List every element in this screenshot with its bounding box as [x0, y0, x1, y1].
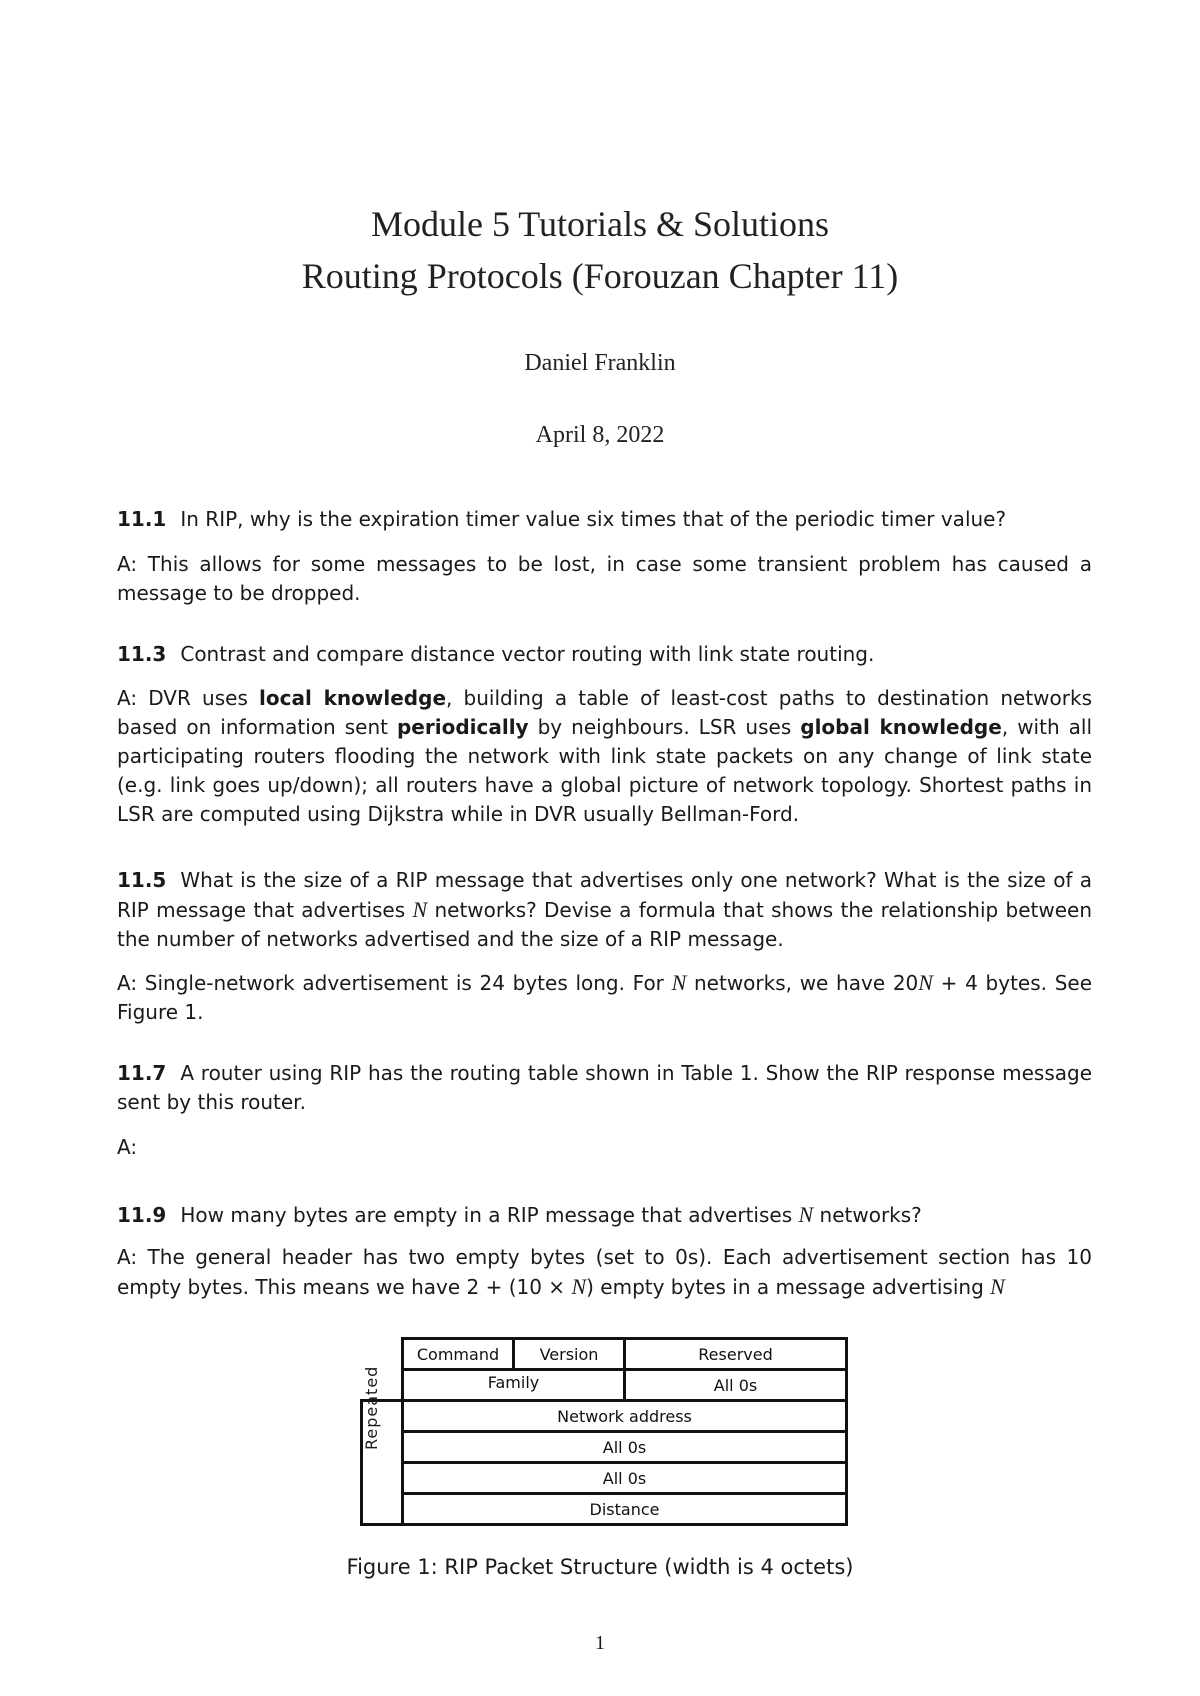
repeated-label: Repeated: [362, 1365, 381, 1450]
field-distance: Distance: [589, 1499, 660, 1519]
answer-bold: periodically: [396, 715, 529, 739]
question-text: In RIP, why is the expiration timer value six times that of the periodic timer value?: [180, 507, 1007, 531]
question-number: 11.3: [117, 642, 167, 666]
page-number: 1: [595, 1632, 605, 1654]
question-11-1: [117, 505, 1092, 534]
math-n: N: [412, 897, 428, 922]
field-reserved: Reserved: [698, 1344, 773, 1364]
question-number: 11.1: [117, 507, 167, 531]
title-line-1: Module 5 Tutorials & Solutions: [370, 204, 830, 244]
question-number: 11.7: [117, 1061, 167, 1085]
answer-11-9: [117, 1243, 1092, 1302]
question-11-5: [117, 866, 1092, 954]
question-11-3: [117, 640, 1092, 669]
question-number: 11.9: [117, 1203, 167, 1227]
answer-bold: local knowledge: [259, 686, 447, 710]
question-text: Contrast and compare distance vector routing with link state routing.: [180, 642, 875, 666]
question-text: networks?: [813, 1203, 922, 1227]
question-text: A router using RIP has the routing table shown in Table 1. Show the RIP response message sent by this router.: [117, 1061, 1092, 1114]
answer-text: + 4 bytes. See Figure 1.: [117, 971, 1092, 1024]
question-11-9: [117, 1200, 1092, 1230]
date: April 8, 2022: [535, 422, 665, 448]
answer-text: , building a table of least-cost paths to destination networks based on information sent: [117, 686, 1092, 739]
field-command: Command: [416, 1344, 500, 1364]
answer-text: A: DVR uses: [117, 686, 260, 710]
answer-text: by neighbours. LSR uses: [528, 715, 801, 739]
answer-11-5: [117, 968, 1092, 1027]
math-n: N: [671, 970, 687, 995]
field-all0s-2: All 0s: [602, 1468, 647, 1488]
field-family: Family: [487, 1372, 540, 1392]
question-number: 11.5: [117, 868, 167, 892]
question-text: networks? Devise a formula that shows the relationship between the number of networks advertised and the size of a RIP message.: [117, 898, 1093, 951]
question-text: What is the size of a RIP message that advertises only one network? What is the size of a RIP message that advertises: [117, 868, 1092, 922]
answer-text: , with all participating routers flooding the network with link state packets on any change of link state (e.g. link goes up/down); all routers have a global picture of network topology. Shortest paths in LSR are computed using Dijkstra while in DVR usually Bellman-Ford.: [117, 715, 1093, 826]
question-text: How many bytes are empty in a RIP message that advertises: [180, 1203, 799, 1227]
field-all0s-1: All 0s: [602, 1437, 647, 1457]
math-n: N: [990, 1274, 1005, 1299]
field-all0s-header: All 0s: [713, 1375, 758, 1395]
answer-text: ) empty bytes in a message advertising: [586, 1275, 991, 1299]
math-n: N: [918, 970, 933, 995]
answer-11-1: A: This allows for some messages to be lost, in case some transient problem has caused a message to be dropped.: [117, 552, 1092, 605]
answer-11-7: A:: [117, 1135, 138, 1159]
math-n: N: [798, 1202, 814, 1227]
figure-caption: Figure 1: RIP Packet Structure (width is 4 octets): [346, 1555, 854, 1579]
field-version: Version: [539, 1344, 599, 1364]
title-line-2: Routing Protocols (Forouzan Chapter 11): [301, 256, 899, 296]
field-network-address: Network address: [557, 1406, 692, 1426]
author: Daniel Franklin: [524, 350, 676, 376]
answer-bold: global knowledge: [800, 715, 1002, 739]
answer-text: A: The general header has two empty bytes (set to 0s). Each advertisement section has 10 empty bytes. This means we have 2 + (10 ×: [117, 1245, 1092, 1299]
question-11-7: [117, 1059, 1092, 1117]
answer-text: networks, we have 20: [686, 971, 919, 995]
answer-11-3: [117, 684, 1092, 829]
answer-text: A: Single-network advertisement is 24 bytes long. For: [117, 971, 672, 995]
math-n: N: [571, 1274, 587, 1299]
